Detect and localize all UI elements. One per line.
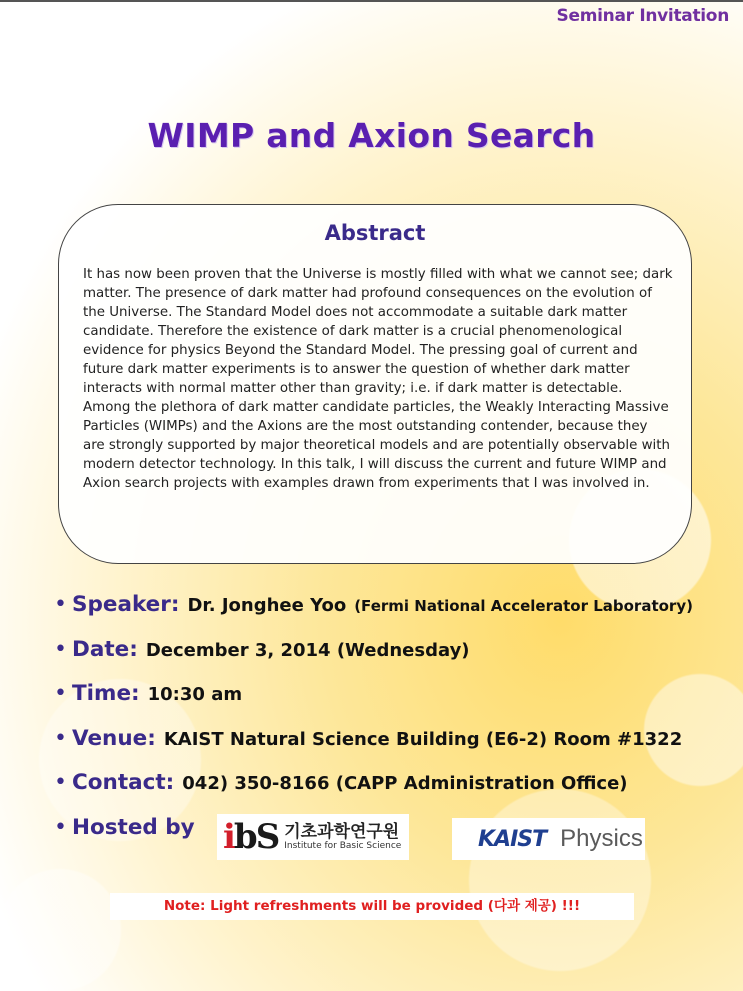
- kaist-logo-mark: KAIST: [478, 826, 547, 852]
- kaist-physics-logo: [452, 818, 645, 860]
- bullet-icon: •: [54, 814, 67, 840]
- ibs-korean-name: 기초과학연구원: [284, 821, 400, 842]
- speaker-affiliation: (Fermi National Accelerator Laboratory): [354, 597, 693, 615]
- time-label: Time:: [72, 681, 140, 706]
- speaker-label: Speaker:: [72, 592, 180, 617]
- contact-label: Contact:: [72, 770, 175, 795]
- venue-value: KAIST Natural Science Building (E6-2) Room #1322: [163, 728, 683, 750]
- bullet-icon: •: [54, 770, 67, 795]
- venue-item: [54, 726, 734, 771]
- venue-label: Venue:: [72, 725, 156, 751]
- kaist-physics-text: Physics: [560, 825, 643, 852]
- date-item: [54, 637, 734, 682]
- ibs-english-name: Institute for Basic Science: [284, 840, 402, 851]
- top-border: [0, 0, 743, 2]
- bullet-icon: •: [54, 636, 67, 662]
- time-value: 10:30 am: [147, 684, 243, 705]
- seminar-invitation-label: Seminar Invitation: [556, 6, 729, 26]
- hosted-by-label: Hosted by: [72, 814, 195, 840]
- page-title: WIMP and Axion Search: [147, 116, 596, 155]
- bullet-icon: •: [54, 592, 67, 617]
- speaker-item: [54, 592, 734, 637]
- speaker-name: Dr. Jonghee Yoo: [187, 595, 347, 616]
- abstract-heading: Abstract: [324, 221, 426, 245]
- bullet-icon: •: [54, 725, 67, 751]
- ibs-logo: [217, 814, 409, 860]
- abstract-text: It has now been proven that the Universe is mostly filled with what we cannot see; dark matter. The presence of dark matter had profound consequences on the evolution of the Universe. The Standard Model does not accommodate a suitable dark matter candidate. Therefore the existence of dark matter is a crucial phenomenological evidence for physics Beyond the Standard Model. The pressing goal of current and future dark matter experiments is to answer the question of whether dark matter interacts with normal matter other than gravity; i.e. if dark matter is detectable. Among the plethora of dark matter candidate particles, the Weakly Interacting Massive Particles (WIMPs) and the Axions are the most outstanding contender, because they are strongly supported by major theoretical models and are potentially observable with modern detector technology. In this talk, I will discuss the current and future WIMP and Axion search projects with examples drawn from experiments that I was involved in.: [83, 267, 673, 491]
- bullet-icon: •: [54, 681, 67, 706]
- refreshments-note: Note: Light refreshments will be provided (다과 제공) !!!: [110, 893, 634, 920]
- abstract-box: [58, 204, 692, 564]
- contact-item: [54, 770, 734, 815]
- ibs-logo-mark: ibS: [223, 817, 279, 857]
- time-item: [54, 681, 734, 726]
- ibs-logo-text: [284, 823, 401, 852]
- contact-value: 042) 350-8166 (CAPP Administration Office): [182, 773, 628, 794]
- date-value: December 3, 2014 (Wednesday): [145, 639, 470, 661]
- date-label: Date:: [72, 636, 138, 662]
